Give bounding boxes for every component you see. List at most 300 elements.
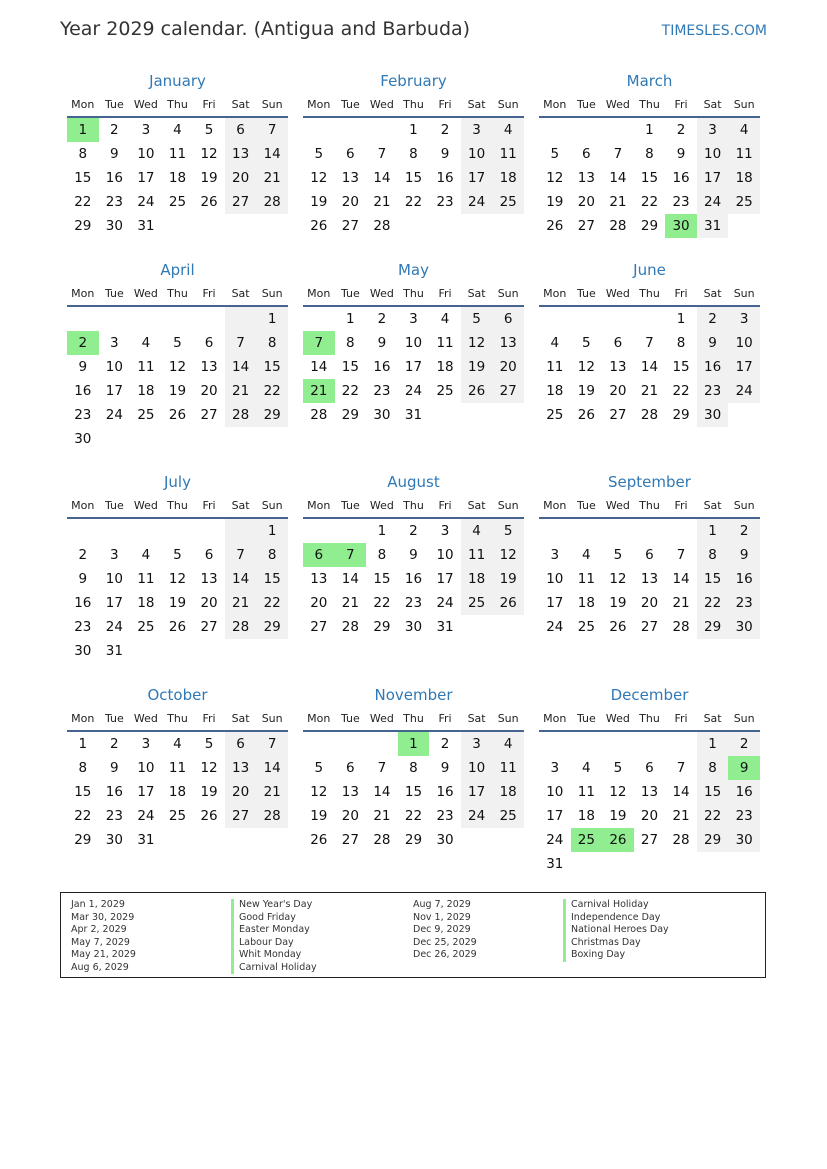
day-cell[interactable]: 8 [78,146,88,162]
day-cell[interactable]: 22 [373,595,391,611]
day-cell[interactable]: 12 [310,784,328,800]
day-cell[interactable]: 16 [105,170,123,186]
day-cell[interactable]: 22 [256,379,288,403]
day-cell[interactable]: 15 [697,780,729,804]
day-cell[interactable]: 8 [697,756,729,780]
day-cell[interactable]: 9 [110,760,119,776]
day-cell[interactable]: 3 [141,122,151,138]
day-cell[interactable]: 4 [141,335,151,351]
day-cell[interactable]: 17 [436,571,454,587]
day-cell[interactable]: 17 [697,166,729,190]
day-cell[interactable]: 29 [640,218,659,234]
day-cell[interactable]: 9 [676,146,686,162]
day-cell[interactable]: 28 [672,832,690,848]
day-cell[interactable]: 14 [609,170,627,186]
day-cell[interactable]: 23 [74,619,92,635]
day-cell[interactable]: 31 [404,407,423,423]
day-cell[interactable]: 15 [341,359,359,375]
day-cell[interactable]: 30 [105,218,123,234]
day-cell[interactable]: 24 [728,379,760,403]
day-cell[interactable]: 8 [645,146,654,162]
day-cell[interactable]: 7 [613,146,623,162]
day-cell[interactable]: 7 [225,331,257,355]
day-cell[interactable]: 26 [609,619,627,635]
day-cell[interactable]: 14 [373,170,391,186]
day-cell[interactable]: 19 [200,784,218,800]
day-cell[interactable]: 5 [492,519,524,543]
day-cell[interactable]: 27 [577,218,595,234]
day-cell[interactable]: 20 [200,595,218,611]
day-cell[interactable]: 17 [137,784,155,800]
day-cell[interactable]: 4 [173,736,182,752]
day-cell[interactable]: 18 [461,567,493,591]
day-cell[interactable]: 1 [676,311,686,327]
day-cell[interactable]: 10 [697,142,729,166]
day-cell[interactable]: 2 [110,122,119,138]
day-cell[interactable]: 17 [105,595,123,611]
day-cell[interactable]: 8 [256,543,288,567]
day-cell[interactable]: 18 [492,166,524,190]
day-cell[interactable]: 30 [74,431,92,447]
day-cell[interactable]: 29 [74,218,92,234]
day-cell[interactable]: 7 [256,118,288,142]
day-cell[interactable]: 31 [436,619,454,635]
day-cell[interactable]: 9 [78,359,88,375]
day-cell[interactable]: 28 [373,218,391,234]
day-cell[interactable]: 11 [492,142,524,166]
day-cell[interactable]: 15 [697,567,729,591]
day-cell[interactable]: 10 [404,335,423,351]
day-cell[interactable]: 10 [436,547,454,563]
day-cell[interactable]: 13 [577,170,595,186]
day-cell[interactable]: 21 [256,780,288,804]
day-cell[interactable]: 5 [204,122,214,138]
day-cell[interactable]: 28 [609,218,627,234]
day-cell[interactable]: 12 [168,571,187,587]
day-cell[interactable]: 22 [404,194,423,210]
day-cell[interactable]: 3 [440,523,450,539]
day-cell[interactable]: 1 [377,523,387,539]
day-cell[interactable]: 19 [168,595,187,611]
day-cell[interactable]: 18 [577,595,595,611]
day-cell[interactable]: 7 [676,547,686,563]
day-cell[interactable]: 27 [341,218,359,234]
day-cell[interactable]: 21 [256,166,288,190]
day-cell[interactable]: 21 [373,194,391,210]
day-cell[interactable]: 3 [461,732,493,756]
day-cell[interactable]: 25 [571,828,603,852]
day-cell[interactable]: 11 [168,146,187,162]
day-cell[interactable]: 6 [582,146,591,162]
day-cell[interactable]: 28 [310,407,328,423]
day-cell[interactable]: 13 [492,331,524,355]
day-cell[interactable]: 4 [461,519,493,543]
day-cell[interactable]: 21 [303,379,335,403]
day-cell[interactable]: 10 [461,756,493,780]
day-cell[interactable]: 20 [640,595,659,611]
day-cell[interactable]: 7 [676,760,686,776]
day-cell[interactable]: 17 [137,170,155,186]
day-cell[interactable]: 23 [728,591,760,615]
day-cell[interactable]: 27 [492,379,524,403]
day-cell[interactable]: 22 [697,591,729,615]
day-cell[interactable]: 13 [609,359,627,375]
day-cell[interactable]: 3 [550,547,560,563]
day-cell[interactable]: 21 [640,383,659,399]
day-cell[interactable]: 2 [728,732,760,756]
day-cell[interactable]: 13 [341,784,359,800]
day-cell[interactable]: 2 [110,736,119,752]
day-cell[interactable]: 20 [341,808,359,824]
day-cell[interactable]: 18 [546,383,564,399]
day-cell[interactable]: 9 [440,146,450,162]
day-cell[interactable]: 9 [377,335,387,351]
day-cell[interactable]: 27 [640,832,659,848]
day-cell[interactable]: 19 [200,170,218,186]
day-cell[interactable]: 2 [67,331,99,355]
day-cell[interactable]: 12 [310,170,328,186]
day-cell[interactable]: 18 [168,170,187,186]
day-cell[interactable]: 15 [74,784,92,800]
day-cell[interactable]: 7 [256,732,288,756]
day-cell[interactable]: 15 [672,359,690,375]
day-cell[interactable]: 7 [335,543,367,567]
day-cell[interactable]: 20 [577,194,595,210]
day-cell[interactable]: 19 [577,383,595,399]
day-cell[interactable]: 5 [173,335,182,351]
day-cell[interactable]: 8 [78,760,88,776]
day-cell[interactable]: 22 [672,383,690,399]
day-cell[interactable]: 15 [373,571,391,587]
day-cell[interactable]: 10 [105,571,123,587]
day-cell[interactable]: 28 [341,619,359,635]
day-cell[interactable]: 2 [409,523,418,539]
day-cell[interactable]: 26 [546,218,564,234]
day-cell[interactable]: 16 [105,784,123,800]
day-cell[interactable]: 5 [314,146,324,162]
day-cell[interactable]: 26 [577,407,595,423]
day-cell[interactable]: 12 [200,146,218,162]
day-cell[interactable]: 26 [168,619,187,635]
site-logo[interactable]: TIMESLES.COM [661,23,767,39]
day-cell[interactable]: 12 [168,359,187,375]
day-cell[interactable]: 10 [137,760,155,776]
day-cell[interactable]: 2 [676,122,686,138]
day-cell[interactable]: 19 [461,355,493,379]
day-cell[interactable]: 23 [404,595,423,611]
day-cell[interactable]: 10 [137,146,155,162]
day-cell[interactable]: 13 [200,571,218,587]
day-cell[interactable]: 28 [225,403,257,427]
day-cell[interactable]: 20 [310,595,328,611]
day-cell[interactable]: 27 [225,804,257,828]
day-cell[interactable]: 11 [577,571,595,587]
day-cell[interactable]: 31 [697,214,729,238]
day-cell[interactable]: 8 [409,146,418,162]
day-cell[interactable]: 2 [78,547,88,563]
day-cell[interactable]: 10 [728,331,760,355]
day-cell[interactable]: 19 [492,567,524,591]
day-cell[interactable]: 22 [341,383,359,399]
day-cell[interactable]: 16 [697,355,729,379]
day-cell[interactable]: 11 [492,756,524,780]
day-cell[interactable]: 24 [105,619,123,635]
day-cell[interactable]: 5 [314,760,324,776]
day-cell[interactable]: 4 [141,547,151,563]
day-cell[interactable]: 24 [105,407,123,423]
day-cell[interactable]: 2 [697,307,729,331]
day-cell[interactable]: 16 [436,170,454,186]
day-cell[interactable]: 18 [577,808,595,824]
day-cell[interactable]: 28 [256,190,288,214]
day-cell[interactable]: 3 [110,547,119,563]
day-cell[interactable]: 7 [377,760,387,776]
day-cell[interactable]: 1 [697,732,729,756]
day-cell[interactable]: 14 [672,784,690,800]
day-cell[interactable]: 5 [582,335,591,351]
day-cell[interactable]: 16 [404,571,423,587]
day-cell[interactable]: 20 [492,355,524,379]
day-cell[interactable]: 14 [225,567,257,591]
day-cell[interactable]: 27 [200,407,218,423]
day-cell[interactable]: 22 [640,194,659,210]
day-cell[interactable]: 17 [105,383,123,399]
day-cell[interactable]: 21 [373,808,391,824]
day-cell[interactable]: 5 [550,146,560,162]
day-cell[interactable]: 15 [404,170,423,186]
day-cell[interactable]: 25 [728,190,760,214]
day-cell[interactable]: 8 [346,335,355,351]
day-cell[interactable]: 24 [137,808,155,824]
day-cell[interactable]: 9 [440,760,450,776]
day-cell[interactable]: 19 [546,194,564,210]
day-cell[interactable]: 17 [546,595,564,611]
day-cell[interactable]: 14 [256,142,288,166]
day-cell[interactable]: 21 [672,595,690,611]
day-cell[interactable]: 12 [609,571,627,587]
day-cell[interactable]: 31 [137,832,155,848]
day-cell[interactable]: 3 [110,335,119,351]
day-cell[interactable]: 4 [173,122,182,138]
day-cell[interactable]: 19 [609,595,627,611]
day-cell[interactable]: 1 [398,732,430,756]
day-cell[interactable]: 4 [582,547,591,563]
day-cell[interactable]: 1 [78,736,88,752]
day-cell[interactable]: 26 [602,828,634,852]
day-cell[interactable]: 23 [373,383,391,399]
day-cell[interactable]: 30 [373,407,391,423]
day-cell[interactable]: 22 [697,804,729,828]
day-cell[interactable]: 15 [256,355,288,379]
day-cell[interactable]: 20 [609,383,627,399]
day-cell[interactable]: 24 [546,832,564,848]
day-cell[interactable]: 11 [728,142,760,166]
day-cell[interactable]: 18 [436,359,454,375]
day-cell[interactable]: 26 [310,832,328,848]
day-cell[interactable]: 31 [105,643,123,659]
day-cell[interactable]: 4 [440,311,450,327]
day-cell[interactable]: 6 [204,547,214,563]
day-cell[interactable]: 12 [461,331,493,355]
day-cell[interactable]: 29 [341,407,359,423]
day-cell[interactable]: 21 [609,194,627,210]
day-cell[interactable]: 4 [728,118,760,142]
day-cell[interactable]: 22 [74,194,92,210]
day-cell[interactable]: 22 [74,808,92,824]
day-cell[interactable]: 13 [310,571,328,587]
day-cell[interactable]: 2 [440,736,450,752]
day-cell[interactable]: 19 [310,194,328,210]
day-cell[interactable]: 24 [404,383,423,399]
day-cell[interactable]: 23 [105,808,123,824]
day-cell[interactable]: 30 [665,214,697,238]
day-cell[interactable]: 26 [461,379,493,403]
day-cell[interactable]: 18 [137,595,155,611]
day-cell[interactable]: 12 [492,543,524,567]
day-cell[interactable]: 13 [200,359,218,375]
day-cell[interactable]: 27 [200,619,218,635]
day-cell[interactable]: 30 [697,403,729,427]
day-cell[interactable]: 6 [645,547,654,563]
day-cell[interactable]: 21 [672,808,690,824]
day-cell[interactable]: 1 [256,307,288,331]
day-cell[interactable]: 29 [697,615,729,639]
day-cell[interactable]: 6 [204,335,214,351]
day-cell[interactable]: 8 [676,335,686,351]
day-cell[interactable]: 13 [640,784,659,800]
day-cell[interactable]: 30 [74,643,92,659]
day-cell[interactable]: 19 [609,808,627,824]
day-cell[interactable]: 14 [256,756,288,780]
day-cell[interactable]: 12 [200,760,218,776]
day-cell[interactable]: 6 [346,760,355,776]
day-cell[interactable]: 11 [137,571,155,587]
day-cell[interactable]: 19 [168,383,187,399]
day-cell[interactable]: 27 [341,832,359,848]
day-cell[interactable]: 9 [78,571,88,587]
day-cell[interactable]: 22 [404,808,423,824]
day-cell[interactable]: 28 [225,615,257,639]
day-cell[interactable]: 17 [461,780,493,804]
day-cell[interactable]: 29 [373,619,391,635]
day-cell[interactable]: 9 [697,331,729,355]
day-cell[interactable]: 29 [74,832,92,848]
day-cell[interactable]: 25 [461,591,493,615]
day-cell[interactable]: 14 [373,784,391,800]
day-cell[interactable]: 25 [436,383,454,399]
day-cell[interactable]: 8 [256,331,288,355]
day-cell[interactable]: 23 [436,194,454,210]
day-cell[interactable]: 2 [728,519,760,543]
day-cell[interactable]: 18 [137,383,155,399]
day-cell[interactable]: 6 [613,335,623,351]
day-cell[interactable]: 27 [310,619,328,635]
day-cell[interactable]: 12 [609,784,627,800]
day-cell[interactable]: 3 [550,760,560,776]
day-cell[interactable]: 15 [404,784,423,800]
day-cell[interactable]: 5 [613,760,623,776]
day-cell[interactable]: 4 [492,732,524,756]
day-cell[interactable]: 20 [225,166,257,190]
day-cell[interactable]: 15 [640,170,659,186]
day-cell[interactable]: 14 [225,355,257,379]
day-cell[interactable]: 20 [640,808,659,824]
day-cell[interactable]: 24 [461,804,493,828]
day-cell[interactable]: 7 [645,335,654,351]
day-cell[interactable]: 25 [137,407,155,423]
day-cell[interactable]: 1 [409,122,418,138]
day-cell[interactable]: 21 [225,379,257,403]
day-cell[interactable]: 28 [672,619,690,635]
day-cell[interactable]: 15 [74,170,92,186]
day-cell[interactable]: 6 [225,732,257,756]
day-cell[interactable]: 17 [728,355,760,379]
day-cell[interactable]: 25 [492,804,524,828]
day-cell[interactable]: 1 [67,118,99,142]
day-cell[interactable]: 16 [728,567,760,591]
day-cell[interactable]: 12 [577,359,595,375]
day-cell[interactable]: 11 [461,543,493,567]
day-cell[interactable]: 2 [377,311,387,327]
day-cell[interactable]: 16 [74,595,92,611]
day-cell[interactable]: 12 [546,170,564,186]
day-cell[interactable]: 1 [645,122,654,138]
day-cell[interactable]: 26 [168,407,187,423]
day-cell[interactable]: 4 [492,118,524,142]
day-cell[interactable]: 29 [697,828,729,852]
day-cell[interactable]: 25 [577,619,595,635]
day-cell[interactable]: 20 [341,194,359,210]
day-cell[interactable]: 3 [697,118,729,142]
day-cell[interactable]: 6 [492,307,524,331]
day-cell[interactable]: 27 [640,619,659,635]
day-cell[interactable]: 14 [341,571,359,587]
day-cell[interactable]: 17 [546,808,564,824]
day-cell[interactable]: 9 [110,146,119,162]
day-cell[interactable]: 8 [377,547,387,563]
day-cell[interactable]: 11 [577,784,595,800]
day-cell[interactable]: 13 [640,571,659,587]
day-cell[interactable]: 5 [173,547,182,563]
day-cell[interactable]: 23 [697,379,729,403]
day-cell[interactable]: 14 [640,359,659,375]
day-cell[interactable]: 18 [728,166,760,190]
day-cell[interactable]: 7 [377,146,387,162]
day-cell[interactable]: 18 [492,780,524,804]
day-cell[interactable]: 6 [346,146,355,162]
day-cell[interactable]: 27 [225,190,257,214]
day-cell[interactable]: 11 [546,359,564,375]
day-cell[interactable]: 5 [613,547,623,563]
day-cell[interactable]: 7 [303,331,335,355]
day-cell[interactable]: 16 [672,170,690,186]
day-cell[interactable]: 6 [225,118,257,142]
day-cell[interactable]: 11 [137,359,155,375]
day-cell[interactable]: 21 [225,591,257,615]
day-cell[interactable]: 25 [168,194,187,210]
day-cell[interactable]: 11 [168,760,187,776]
day-cell[interactable]: 24 [137,194,155,210]
day-cell[interactable]: 17 [404,359,423,375]
day-cell[interactable]: 26 [492,591,524,615]
day-cell[interactable]: 3 [461,118,493,142]
day-cell[interactable]: 13 [225,142,257,166]
day-cell[interactable]: 3 [728,307,760,331]
day-cell[interactable]: 3 [409,311,418,327]
day-cell[interactable]: 26 [200,194,218,210]
day-cell[interactable]: 29 [256,615,288,639]
day-cell[interactable]: 24 [697,190,729,214]
